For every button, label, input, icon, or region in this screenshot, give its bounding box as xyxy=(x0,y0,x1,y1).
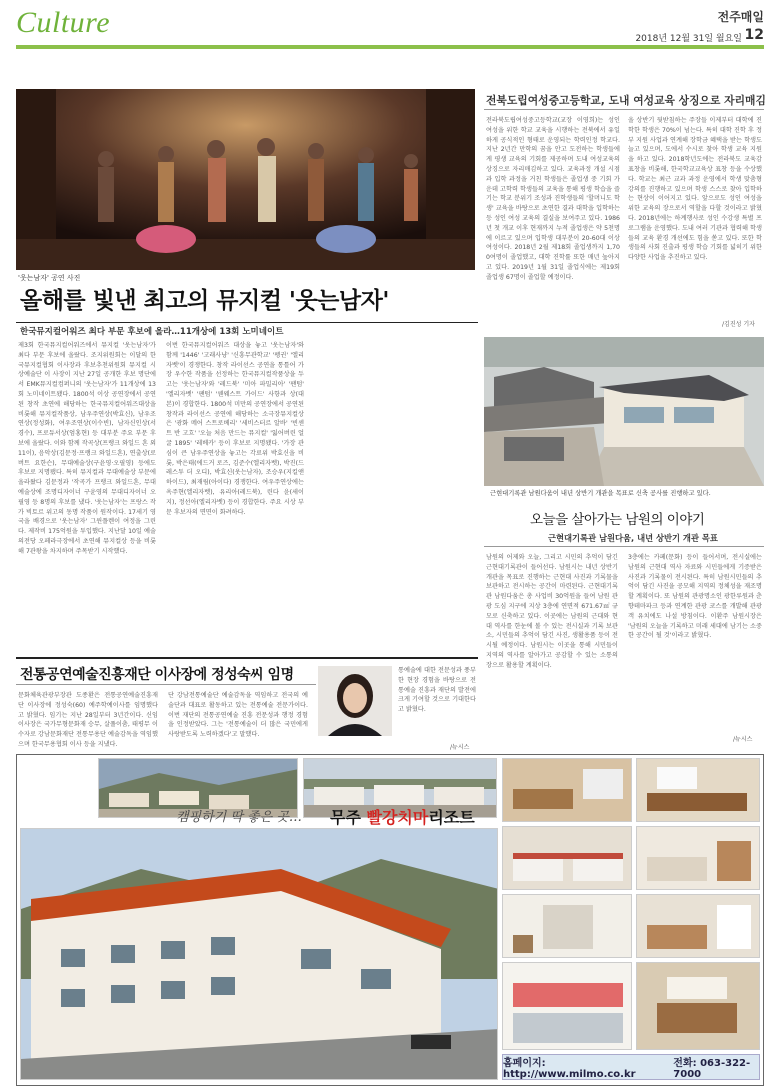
header-rule xyxy=(16,45,764,49)
portrait-photo xyxy=(318,666,392,736)
musical-body-col1: 제3회 한국뮤지컬어워즈에서 뮤지컬 '웃는남자'가 최다 부문 후보에 올랐다. 조지위원회는 이달의 한국뮤지컬협회 이사장과 후보추천위원회 뮤지컬 시상예술단 이 사장이 지난 27일 공개한 후보 명단에서 EMK뮤지컬컴퍼니의 '웃는남자'가 11개상에 13회 노미네이트됐다. 1800석 이상 공연장에서 공연된 창작 초연에 해당하는 한국뮤지컬어워즈대상을 비롯해 뮤지컬작품상, 남우주연상(박효신), 남우조연상(정성화), 여우조연상(이수빈), 남자신인상(서경수), 프로듀서상(엄홍현) 등 대부분 주요 부문 후보에 올랐다. 이와 함께 작곡상(프랭크 와일드 혼 외 11이), 음악상(김문정·프랭크 와일드혼), 연출상(로버트 요한슨), 무대예술상(구윤영·오필영) 등에도 후보로 지명됐다. 특히 뮤지컬과 무대예술상 부문에 올라왔다 김문정과 '작곡가 프랭크 와일드혼, 무대예술상에 조명디자이너 구윤영의 무대디자이너 오필영 등 8명의 후보를 냈다. '웃는남자'는 프랑스 작가 빅토르 위고의 동명 작품이 원작이다. 17세기 영국을 배경으로 '웃는남자' 그윈플렌이 여정을 그린다. 제작비 175억원을 투입했다. 지난달 10일 예술의전당 오페라극장에서 초연해 뮤지컬상 등을 비롯해 7관왕을 차지하며 주목받기 시작했다. xyxy=(18,342,156,555)
page-number: 12 xyxy=(744,27,764,43)
ad-homepage[interactable]: 홈페이지: http://www.milmo.co.kr xyxy=(503,1058,636,1080)
ad-name-prefix: 무주 xyxy=(330,808,367,827)
namwon-byline: /뉴시스 xyxy=(733,736,753,743)
musical-headline-rule xyxy=(16,322,478,323)
appointment-body-col3: 통예술에 대한 전문성과 풍부한 현장 경험을 바탕으로 전통예술 진흥과 재단의 발전에 크게 기여할 것으로 기대한다고 밝혔다. xyxy=(398,667,476,714)
namwon-body-col1: 남원의 어제와 오늘, 그리고 시민의 추억이 담긴 근현대기록관이 들어선다. 남원시는 내년 상반기 개관을 목표로 진행하는 근현대 사진과 기록물을 보관하고 전시하는 공간이 마련된다. 근현대기록관 남원다움은 총 사업비 30억원을 들여 남원 관광 도심 지구에 지상 3층에 연면적 671.67㎡ 규모로 신축하고 있다. 이곳에는 남원의 근대와 현대 역사를 한눈에 볼 수 있는 전시실과 기록 보관소, 시민들의 추억이 담긴 사진, 생활용품 등이 전시될 예정이다. 남원시는 이곳을 통해 시민들이 지역의 역사를 알아가고 공감할 수 있는 소통의 장으로 활용할 계획이다. xyxy=(486,554,618,669)
ad-name-suffix: 리조트 xyxy=(428,808,475,827)
ad-photo-interior-6 xyxy=(636,894,760,958)
namwon-photo xyxy=(484,337,764,486)
ad-photo-interior-2 xyxy=(636,758,760,822)
appointment-top-rule xyxy=(16,657,478,659)
ad-photo-interior-3 xyxy=(502,826,632,890)
musical-photo-caption: '웃는남자' 공연 사진 xyxy=(18,274,81,282)
musical-body-col2: 이번 한국뮤지컬어워즈 대상을 놓고 '웃는남자'와 함께 '1446' '고래사냥' '신흥무관학교' '펭귄' '엘리자벳'이 경쟁한다. 창작 라이선스 공연을 통틀어 가장 우수한 작품을 선정하는 한국뮤지컬작품상을 두고는 '웃는남자'와 '레드북' '미아 파밀리아' '팬텀' '엘리자벳' '팬텀' '웬웨스트 가이드' 사항과 상(대본)이 경합한다. 1800석 미만의 공연장에서 공연된 창작과 라이선스 공연에 해당하는 소극장뮤지컬상은 '광화 메어 스트로베리' '세비스터르 알바' '빈센트 반 고흐' '오늘 처음 만드는 뮤지컬' '잃어버린 얼굴 1895' '레베카' 등이 후보로 지명됐다. '가장 관심이 큰 남우주연상을 놓고는 각료위 박효신을 비롯, 박은태(에드거 로즈, 김준수(엘리자벳), 박진(드레스투 더 오디), 박효신(웃는남자), 조승우(지킬앤하이드), 최재림(아이다) 경쟁한다. 여우주연상에는 옥주현(엘리자벳), 유리아(레드북), 린다 윤(세이지), 정선아(엘리자벳) 등이 경합한다. 주요 시상 부문 후보자의 면면이 화려하다. xyxy=(166,342,304,516)
newspaper-name: 전주매일 xyxy=(717,10,764,24)
appointment-body-col1: 문화체육관광부장관 도종환은 전통공연예술진흥재단 이사장에 정성숙(60) 예주학예이사를 임명했다고 밝혔다. 임기는 지난 28일부터 3년간이다. 신임 이사장은 국가무형문화재 승무, 살풀이춤, 태평무 이수자로 강남문화재단 전통무용단 예술감독을 역임했으며 한국무용협회 이사 등을 지냈다. xyxy=(18,692,158,748)
ad-slogan: 캠핑하기 딱 좋은 곳… xyxy=(176,810,302,825)
musical-photo xyxy=(16,89,475,270)
issue-date: 2018년 12월 31일 월요일 xyxy=(635,34,742,44)
namwon-subhead-rule xyxy=(484,546,764,547)
ad-name-highlight: 빨강치마 xyxy=(366,808,429,827)
school-body-col2: 올 상반기 뒷받침하는 주장들 이제부터 대학에 진학한 학생은 70%이 넘는다. 특히 대학 진학 후 정부 지원 사업과 연계해 장학금 혜택을 받는 학생도 늘고 있으며, 도에서 수시로 찾아 학생 교육 지원을 하고 있다. 2018학년도에는 전라북도 교육감 표창을 비롯해, 한국학교교육상 표창 등을 수상했다. 학교는 최근 교과 과정 운영에서 학생 맞춤형 강의를 진행하고 있으며 학생 스스로 찾아 입학하는 현상이 이어지고 있다. 앞으로도 성인 여성을 위한 교육의 장으로서 역할을 다할 것이라고 밝혔다. 2018년에는 하계행사로 성인 수강생 특별 프로그램을 운영했다. 도내 여러 기관과 협력해 학생들의 교육 환경 개선에도 힘을 쏟고 있다. 또한 학생들의 사회 진출과 평생 학습 기회를 넓히기 위한 다양한 사업을 추진하고 있다. xyxy=(628,117,762,262)
ad-photo-interior-7 xyxy=(502,962,632,1050)
school-byline: /김진성 기자 xyxy=(722,321,755,328)
namwon-headline: 오늘을 살아가는 남원의 이야기 xyxy=(530,512,705,528)
ad-phone[interactable]: 전화: 063-322-7000 xyxy=(673,1058,751,1080)
school-headline: 전북도립여성중고등학교, 도내 여성교육 상징으로 자리매김 xyxy=(486,94,766,107)
appointment-headline: 전통공연예술진흥재단 이사장에 정성숙씨 임명 xyxy=(20,667,294,683)
school-headline-rule xyxy=(484,109,764,110)
appointment-headline-rule xyxy=(16,684,316,685)
school-body-col1: 전라북도립여성중고등학교(교장 이영희)는 성인 여성을 위한 학교 교육을 시행하는 전북에서 유일하게 공식적인 형태로 운영되는 학력인정 학교다. 지난 2년간 만학의 꿈을 안고 도전하는 학생들에게 평생 교육의 기회를 제공하며 도내 여성교육의 상징으로 자리매김하고 있다. 교육과정 개설 시점과 입학 과정을 거친 학생들은 졸업생 중 기회 가운데 고학력 학생들의 교육을 통해 평생 학습을 즐기는 학교 분위기 조성과 진학생들의 '할머니도 학생' 교육을 바탕으로 초연한 결과 대학을 입학하는 등 성인 여성 교육의 결실을 보여주고 있다. 1986년 첫 개교 이후 현재까지 누적 졸업생은 약 5천명에 이르고 있으며 입학생 대부분이 20-60대 이상 여성이다. 2018년 2월 제18회 졸업생까지 1,700여명이 졸업했고, 대학 진학률 또한 매년 높아지고 있다. 2019년 1월 31일 졸업식에는 제19회 졸업생 67명이 졸업할 예정이다. xyxy=(486,117,620,281)
ad-photo-interior-4 xyxy=(636,826,760,890)
ad-photo-interior-1 xyxy=(502,758,632,822)
namwon-body-col2: 3층에는 카페(문화) 등이 들어서며, 전시실에는 남원의 근현대 역사 자료와 시민들에게 기증받은 사진과 기록물이 전시된다. 특히 남원시민들의 추억이 담긴 사진을 공모해 지역의 정체성을 재조명할 계획이다. 또 남원의 관광명소인 광한루원과 춘향테마파크 등과 연계한 관광 코스를 개발해 관광객 유치에도 나설 방침이다. 이환주 남원시장은 '남원의 오늘을 기록하고 미래 세대에 남기는 소중한 공간이 될 것'이라고 밝혔다. xyxy=(628,554,762,640)
musical-headline: 올해를 빛낸 최고의 뮤지컬 '웃는남자' xyxy=(20,288,389,314)
appointment-byline: /뉴시스 xyxy=(450,744,470,751)
ad-resort-name xyxy=(330,805,475,828)
namwon-photo-caption: 근현대기록관 남원다움이 내년 상반기 개관을 목표로 신축 공사를 진행하고 있다. xyxy=(490,490,711,497)
section-title: Culture xyxy=(16,6,111,39)
namwon-subhead: 근현대기록관 남원다움, 내년 상반기 개관 목표 xyxy=(548,533,718,543)
appointment-body-col2: 단 강남전통예술단 예술감독을 역임하고 전국의 예술단과 대표로 활동하고 있는 전통예술 전문가이다. 이번 재단의 전통공연예술 진흥 전문성과 행정 경험을 인정받았다. 그는 '전통예술이 더 많은 국민에게 사랑받도록 노력하겠다'고 말했다. xyxy=(168,692,308,739)
ad-photo-interior-8 xyxy=(636,962,760,1050)
ad-photo-building xyxy=(20,828,498,1080)
ad-photo-interior-5 xyxy=(502,894,632,958)
musical-subhead: 한국뮤지컬어워즈 최다 부문 후보에 올라…11개상에 13회 노미네이트 xyxy=(20,327,284,337)
ad-contact-bar xyxy=(502,1054,760,1080)
